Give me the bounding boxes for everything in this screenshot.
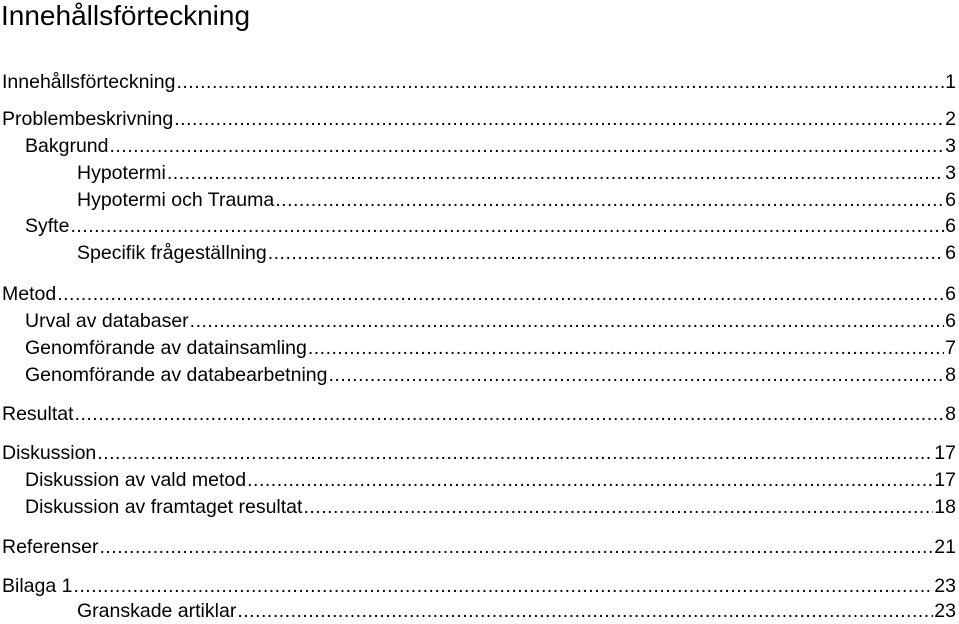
dot-leader (174, 106, 944, 132)
toc-entry-label: Bilaga 1 (2, 575, 73, 597)
toc-entry-label: Bakgrund (25, 135, 109, 157)
toc-entry-syfte[interactable] (25, 213, 956, 239)
dot-leader (176, 69, 944, 95)
toc-entry-page: 2 (945, 108, 956, 130)
toc-entry-genomforande-av-datainsamling[interactable] (25, 335, 956, 361)
toc-entry-page: 7 (945, 337, 956, 359)
toc-entry-specifik-fragestallning[interactable] (77, 240, 956, 266)
dot-leader (237, 598, 933, 624)
toc-entry-label: Genomförande av databearbetning (25, 364, 328, 386)
dot-leader (109, 133, 944, 159)
toc-entry-granskade-artiklar[interactable] (77, 598, 956, 624)
dot-leader (99, 534, 933, 560)
toc-entry-page: 6 (945, 283, 956, 305)
toc-entry-label: Urval av databaser (25, 310, 189, 332)
dot-leader (308, 335, 944, 361)
toc-heading: Innehållsförteckning (1, 0, 251, 31)
dot-leader (97, 440, 933, 466)
toc-entry-label: Problembeskrivning (2, 108, 174, 130)
toc-entry-innehallsforteckning[interactable] (2, 69, 956, 95)
toc-entry-diskussion[interactable] (2, 440, 956, 466)
toc-entry-label: Referenser (2, 536, 99, 558)
toc-entry-diskussion-av-framtaget-resultat[interactable] (25, 494, 956, 520)
toc-entry-problembeskrivning[interactable] (2, 106, 956, 132)
toc-entry-bakgrund[interactable] (25, 133, 956, 159)
dot-leader (57, 281, 944, 307)
dot-leader (190, 308, 944, 334)
toc-entry-label: Specifik frågeställning (77, 242, 267, 264)
dot-leader (75, 401, 945, 427)
toc-entry-label: Syfte (25, 215, 70, 237)
toc-entry-metod[interactable] (2, 281, 956, 307)
toc-entry-resultat[interactable] (2, 401, 956, 427)
toc-entry-page: 6 (945, 215, 956, 237)
toc-entry-genomforande-av-databearbetning[interactable] (25, 362, 956, 388)
toc-entry-page: 3 (945, 135, 956, 157)
toc-entry-label: Metod (2, 283, 57, 305)
toc-entry-page: 21 (934, 536, 956, 558)
toc-entry-urval-av-databaser[interactable] (25, 308, 956, 334)
toc-entry-page: 17 (934, 469, 956, 491)
toc-entry-label: Innehållsförteckning (2, 71, 176, 93)
dot-leader (268, 240, 944, 266)
toc-entry-page: 6 (945, 310, 956, 332)
toc-entry-page: 1 (945, 71, 956, 93)
toc-entry-page: 8 (945, 403, 956, 425)
toc-entry-page: 6 (945, 189, 956, 211)
toc-entry-diskussion-av-vald-metod[interactable] (25, 467, 956, 493)
dot-leader (328, 362, 944, 388)
toc-entry-page: 23 (934, 575, 956, 597)
toc-entry-page: 6 (945, 242, 956, 264)
toc-entry-label: Hypotermi och Trauma (77, 189, 275, 211)
toc-entry-label: Diskussion av vald metod (25, 469, 247, 491)
toc-entry-label: Resultat (2, 403, 74, 425)
toc-entry-page: 23 (934, 600, 956, 622)
toc-entry-page: 8 (945, 364, 956, 386)
toc-entry-page: 18 (934, 496, 956, 518)
dot-leader (247, 467, 933, 493)
toc-entry-label: Diskussion av framtaget resultat (25, 496, 303, 518)
toc-entry-bilaga-1[interactable] (2, 573, 956, 599)
dot-leader (167, 160, 944, 186)
toc-entry-label: Diskussion (2, 442, 97, 464)
toc-entry-page: 3 (945, 162, 956, 184)
dot-leader (70, 213, 944, 239)
dot-leader (275, 187, 944, 213)
toc-entry-page: 17 (934, 442, 956, 464)
dot-leader (303, 494, 933, 520)
toc-entry-hypotermi[interactable] (77, 160, 956, 186)
toc-entry-label: Genomförande av datainsamling (25, 337, 307, 359)
toc-entry-label: Granskade artiklar (77, 600, 237, 622)
toc-entry-referenser[interactable] (2, 534, 956, 560)
dot-leader (73, 573, 933, 599)
toc-entry-label: Hypotermi (77, 162, 166, 184)
toc-entry-hypotermi-och-trauma[interactable] (77, 187, 956, 213)
